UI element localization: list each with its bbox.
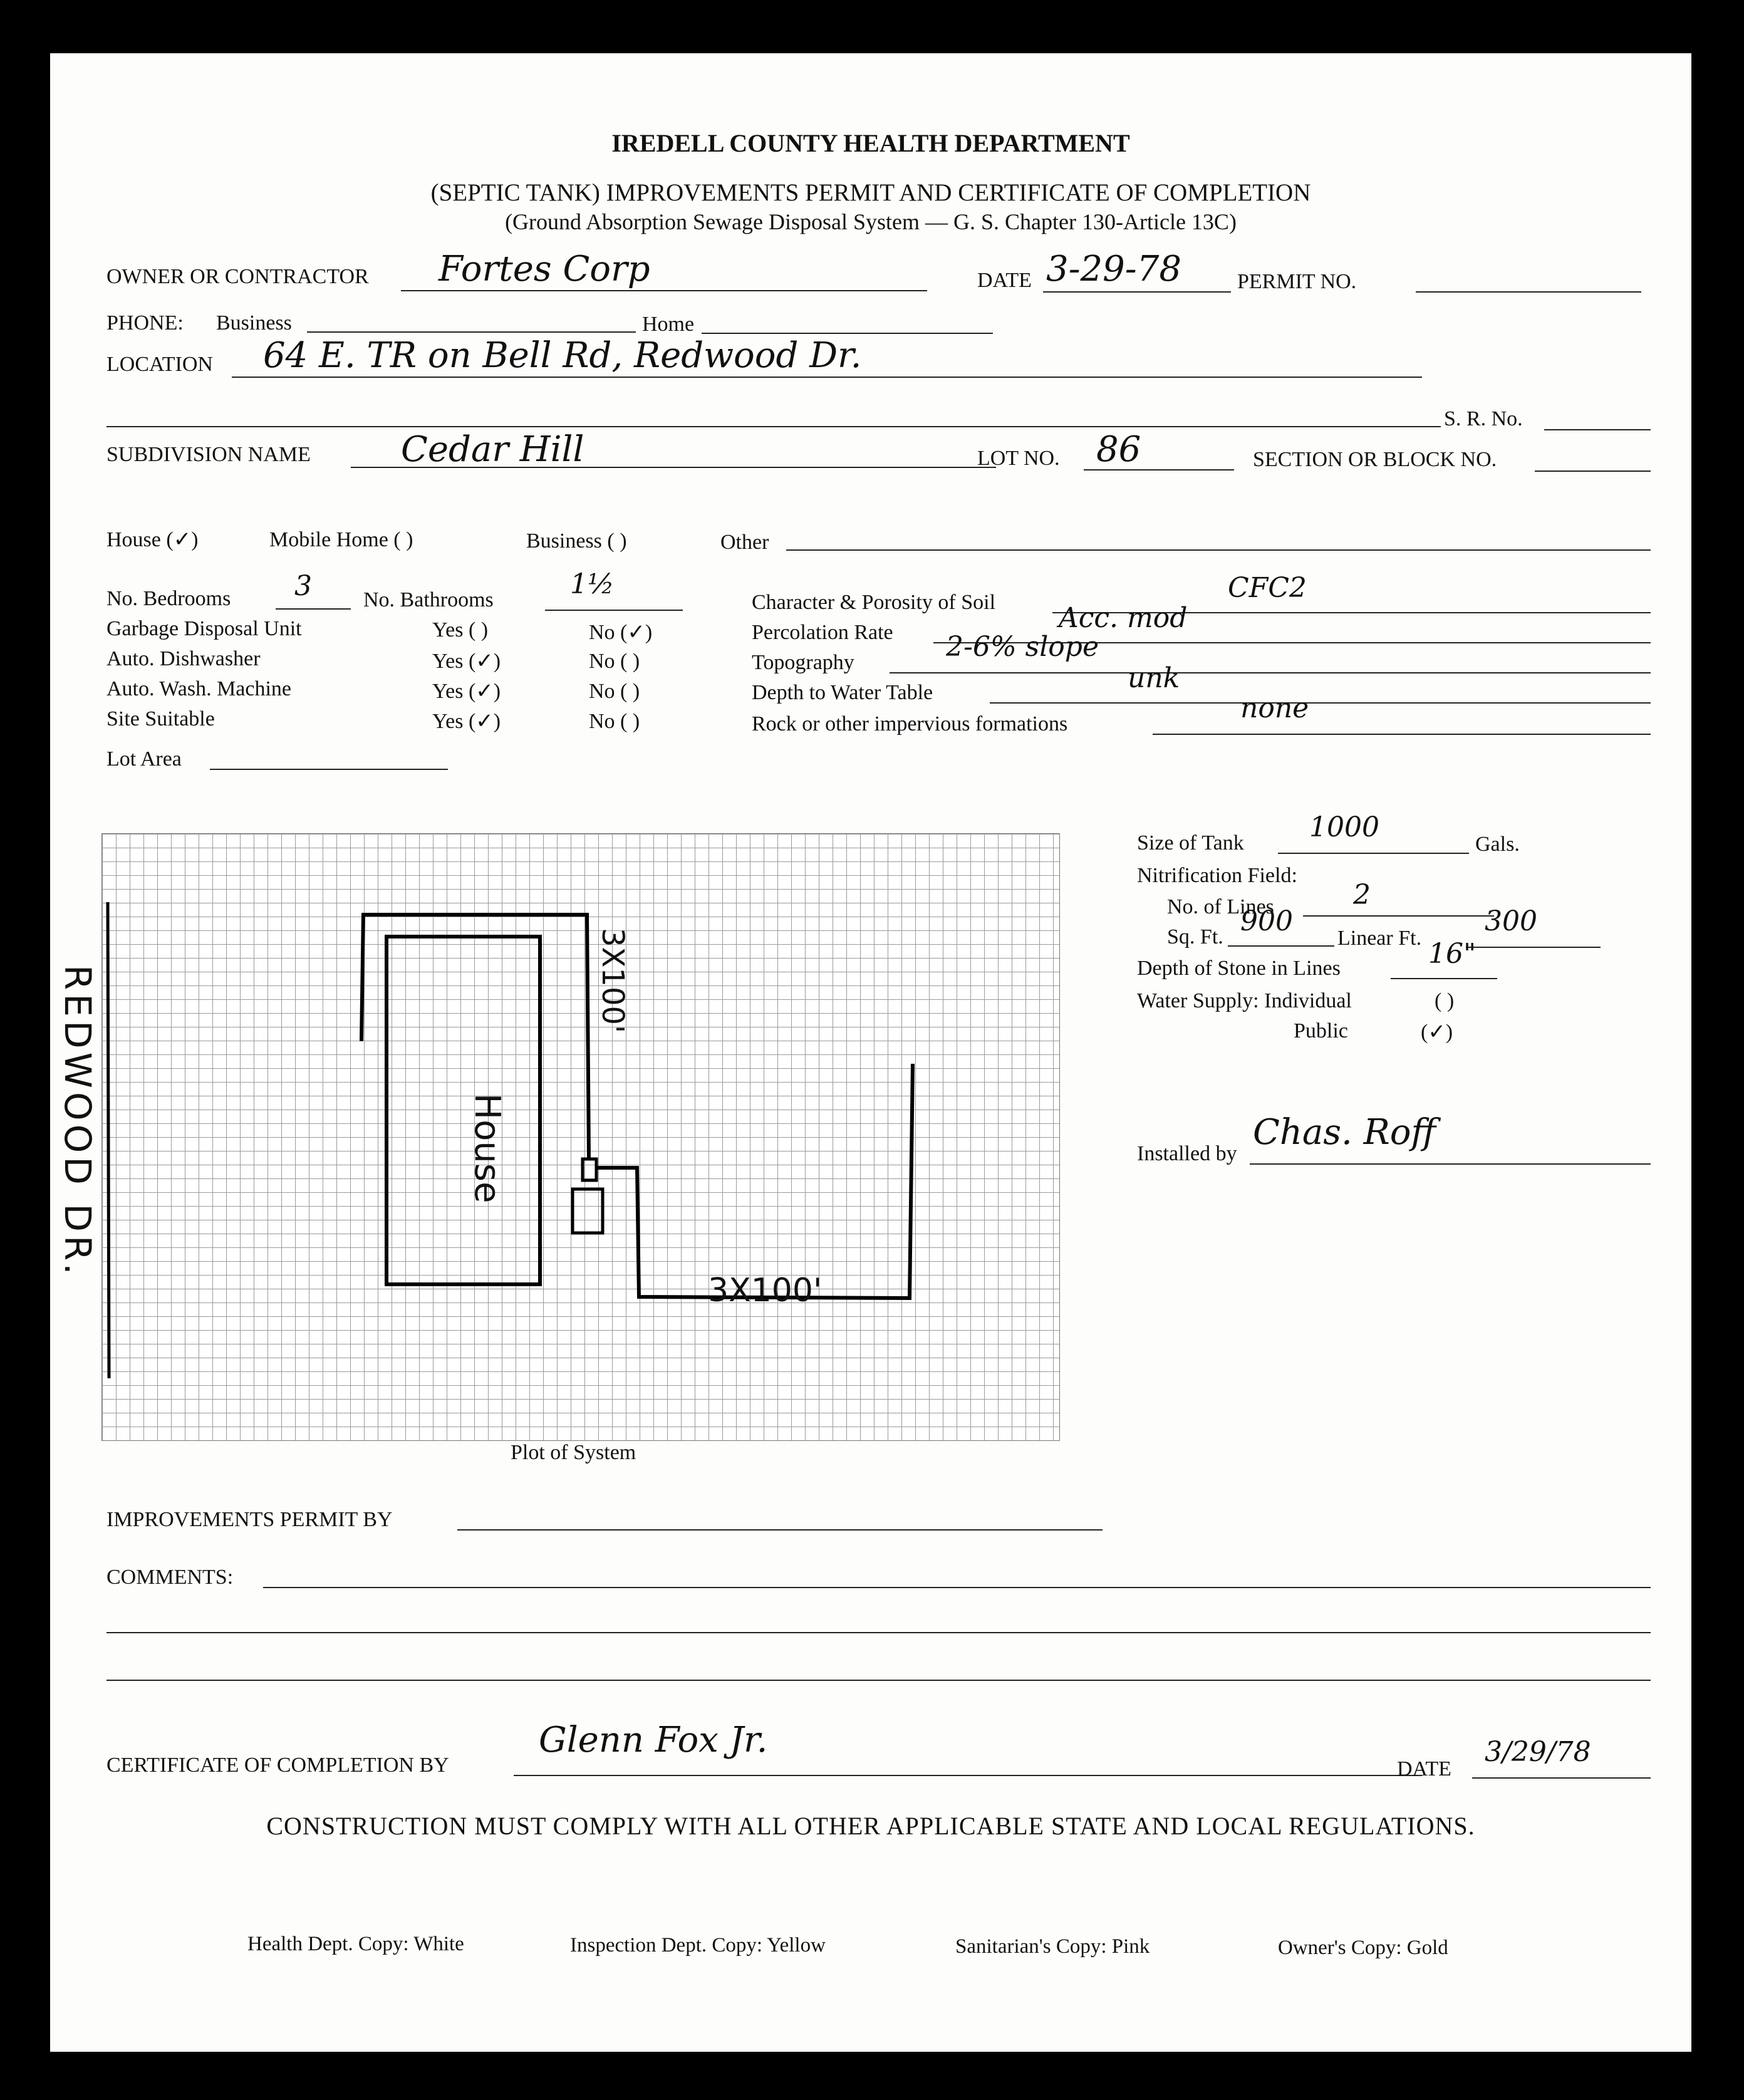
wash-machine-yes: Yes (✓) — [432, 680, 501, 703]
sr-no-underline — [1544, 429, 1651, 430]
linear-ft-underline — [1466, 947, 1601, 948]
plot-caption: Plot of System — [511, 1441, 636, 1464]
form-title: (SEPTIC TANK) IMPROVEMENTS PERMIT AND CERTIFICATE OF COMPLETION — [430, 179, 1311, 206]
lines-value: 2 — [1353, 879, 1371, 911]
bedrooms-underline — [276, 608, 351, 610]
bedrooms-label: No. Bedrooms — [106, 587, 231, 610]
permit-form — [50, 53, 1691, 2052]
stone-depth-underline — [1391, 978, 1497, 979]
rock-formations-value: none — [1240, 692, 1309, 724]
location-value: 64 E. TR on Bell Rd, Redwood Dr. — [263, 335, 862, 376]
wash-machine-no: No ( ) — [589, 680, 640, 703]
soil-character-label: Character & Porosity of Soil — [752, 591, 996, 614]
certificate-underline — [514, 1775, 1422, 1776]
site-suitable-yes: Yes (✓) — [432, 710, 501, 733]
distribution-box — [583, 1159, 596, 1180]
stone-depth-label: Depth of Stone in Lines — [1137, 957, 1341, 980]
lines-underline — [1303, 915, 1494, 917]
subdivision-value: Cedar Hill — [401, 429, 584, 470]
certificate-date-value: 3/29/78 — [1485, 1736, 1591, 1768]
water-public-label: Public — [1294, 1019, 1348, 1042]
phone-home-underline — [702, 333, 993, 334]
garbage-disposal-no: No (✓) — [589, 621, 653, 644]
bathrooms-underline — [545, 610, 683, 611]
plot-drawing — [101, 833, 1059, 1440]
dishwasher-no: No ( ) — [589, 650, 640, 673]
tank-size-label: Size of Tank — [1137, 831, 1244, 855]
location-extra-underline — [106, 426, 1441, 427]
certificate-date-underline — [1472, 1777, 1651, 1779]
section-underline — [1535, 470, 1651, 472]
lot-no-label: LOT NO. — [977, 447, 1060, 470]
bathrooms-label: No. Bathrooms — [363, 588, 494, 611]
owner-underline — [401, 290, 927, 291]
stone-depth-value: 16" — [1428, 938, 1477, 970]
permit-no-underline — [1416, 291, 1641, 293]
lot-no-value: 86 — [1096, 429, 1141, 470]
street-line — [108, 902, 109, 1378]
phone-home-label: Home — [642, 313, 695, 336]
tank-size-underline — [1278, 853, 1469, 854]
section-label: SECTION OR BLOCK NO. — [1253, 448, 1497, 471]
sqft-underline — [1228, 945, 1334, 947]
lot-no-underline — [1084, 469, 1234, 470]
site-suitable-no: No ( ) — [589, 710, 640, 733]
comments-label: COMMENTS: — [106, 1566, 234, 1589]
certificate-label: CERTIFICATE OF COMPLETION BY — [106, 1754, 449, 1777]
comments-line-2 — [106, 1632, 1651, 1633]
house-checkbox: House (✓) — [106, 528, 199, 551]
septic-tank — [573, 1189, 603, 1233]
upper-line-label: 3X100' — [595, 928, 630, 1034]
rock-formations-label: Rock or other impervious formations — [752, 712, 1068, 736]
nitrification-label: Nitrification Field: — [1137, 864, 1297, 887]
house-label: House — [467, 1093, 507, 1203]
garbage-disposal-label: Garbage Disposal Unit — [106, 617, 302, 640]
topography-underline — [890, 672, 1651, 673]
water-public-checkbox: (✓) — [1421, 1021, 1453, 1044]
phone-label: PHONE: — [106, 311, 184, 335]
installed-by-signature: Chas. Roff — [1253, 1112, 1436, 1153]
soil-character-value: CFC2 — [1228, 572, 1307, 604]
subdivision-label: SUBDIVISION NAME — [106, 443, 311, 466]
gals-label: Gals. — [1475, 833, 1520, 856]
street-label: REDWOOD DR. — [56, 965, 99, 1279]
phone-business-label: Business — [216, 311, 292, 335]
certificate-date-label: DATE — [1397, 1757, 1451, 1780]
comments-line-3 — [106, 1680, 1651, 1681]
comments-line-1 — [263, 1587, 1651, 1588]
copy-owner: Owner's Copy: Gold — [1278, 1936, 1448, 1959]
rock-formations-underline — [1153, 734, 1651, 735]
lines-label: No. of Lines — [1167, 895, 1274, 918]
location-label: LOCATION — [106, 353, 213, 376]
site-suitable-label: Site Suitable — [106, 707, 215, 730]
owner-label: OWNER OR CONTRACTOR — [106, 265, 369, 288]
lot-area-label: Lot Area — [106, 747, 182, 771]
other-underline — [786, 549, 1651, 551]
subdivision-underline — [351, 467, 996, 468]
percolation-value: Acc. mod — [1059, 602, 1188, 634]
tank-size-value: 1000 — [1309, 811, 1379, 843]
copy-health: Health Dept. Copy: White — [247, 1933, 464, 1955]
water-supply-label: Water Supply: Individual — [1137, 989, 1352, 1012]
lower-line-label: 3X100' — [708, 1272, 823, 1309]
water-table-value: unk — [1128, 662, 1180, 694]
improvements-permit-label: IMPROVEMENTS PERMIT BY — [106, 1508, 393, 1531]
date-label: DATE — [977, 269, 1032, 292]
department-heading: IREDELL COUNTY HEALTH DEPARTMENT — [611, 129, 1130, 157]
improvements-permit-underline — [457, 1529, 1103, 1531]
mobile-home-checkbox: Mobile Home ( ) — [269, 528, 413, 551]
lot-area-underline — [210, 769, 448, 770]
linear-ft-label: Linear Ft. — [1337, 927, 1422, 950]
copy-sanitarian: Sanitarian's Copy: Pink — [955, 1935, 1150, 1958]
percolation-label: Percolation Rate — [752, 621, 893, 644]
wash-machine-label: Auto. Wash. Machine — [106, 677, 292, 700]
installed-by-label: Installed by — [1137, 1142, 1237, 1165]
sqft-label: Sq. Ft. — [1167, 925, 1223, 949]
dishwasher-label: Auto. Dishwasher — [106, 647, 261, 670]
form-subtitle: (Ground Absorption Sewage Disposal System — G. S. Chapter 130-Article 13C) — [505, 209, 1237, 234]
permit-no-label: PERMIT NO. — [1237, 270, 1357, 293]
topography-value: 2-6% slope — [946, 631, 1099, 663]
phone-business-underline — [307, 331, 636, 333]
owner-value: Fortes Corp — [439, 249, 650, 289]
bedrooms-value: 3 — [294, 570, 312, 602]
date-underline — [1043, 291, 1231, 293]
sr-no-label: S. R. No. — [1444, 407, 1523, 430]
compliance-notice: CONSTRUCTION MUST COMPLY WITH ALL OTHER APPLICABLE STATE AND LOCAL REGULATIONS. — [266, 1812, 1475, 1840]
bathrooms-value: 1½ — [570, 568, 615, 600]
garbage-disposal-yes: Yes ( ) — [432, 618, 489, 642]
topography-label: Topography — [752, 651, 854, 674]
water-table-underline — [990, 702, 1651, 704]
sqft-value: 900 — [1240, 905, 1293, 937]
location-underline — [232, 377, 1422, 378]
installed-by-underline — [1250, 1163, 1651, 1165]
business-checkbox: Business ( ) — [526, 529, 627, 553]
certificate-signature: Glenn Fox Jr. — [539, 1720, 768, 1760]
linear-ft-value: 300 — [1485, 905, 1537, 937]
dishwasher-yes: Yes (✓) — [432, 650, 501, 673]
date-value: 3-29-78 — [1046, 249, 1181, 289]
water-table-label: Depth to Water Table — [752, 681, 933, 704]
lower-line — [596, 1064, 913, 1298]
copy-inspection: Inspection Dept. Copy: Yellow — [570, 1934, 826, 1957]
other-label: Other — [720, 531, 769, 554]
water-individual-checkbox: ( ) — [1435, 989, 1455, 1012]
house-outline — [387, 937, 540, 1284]
